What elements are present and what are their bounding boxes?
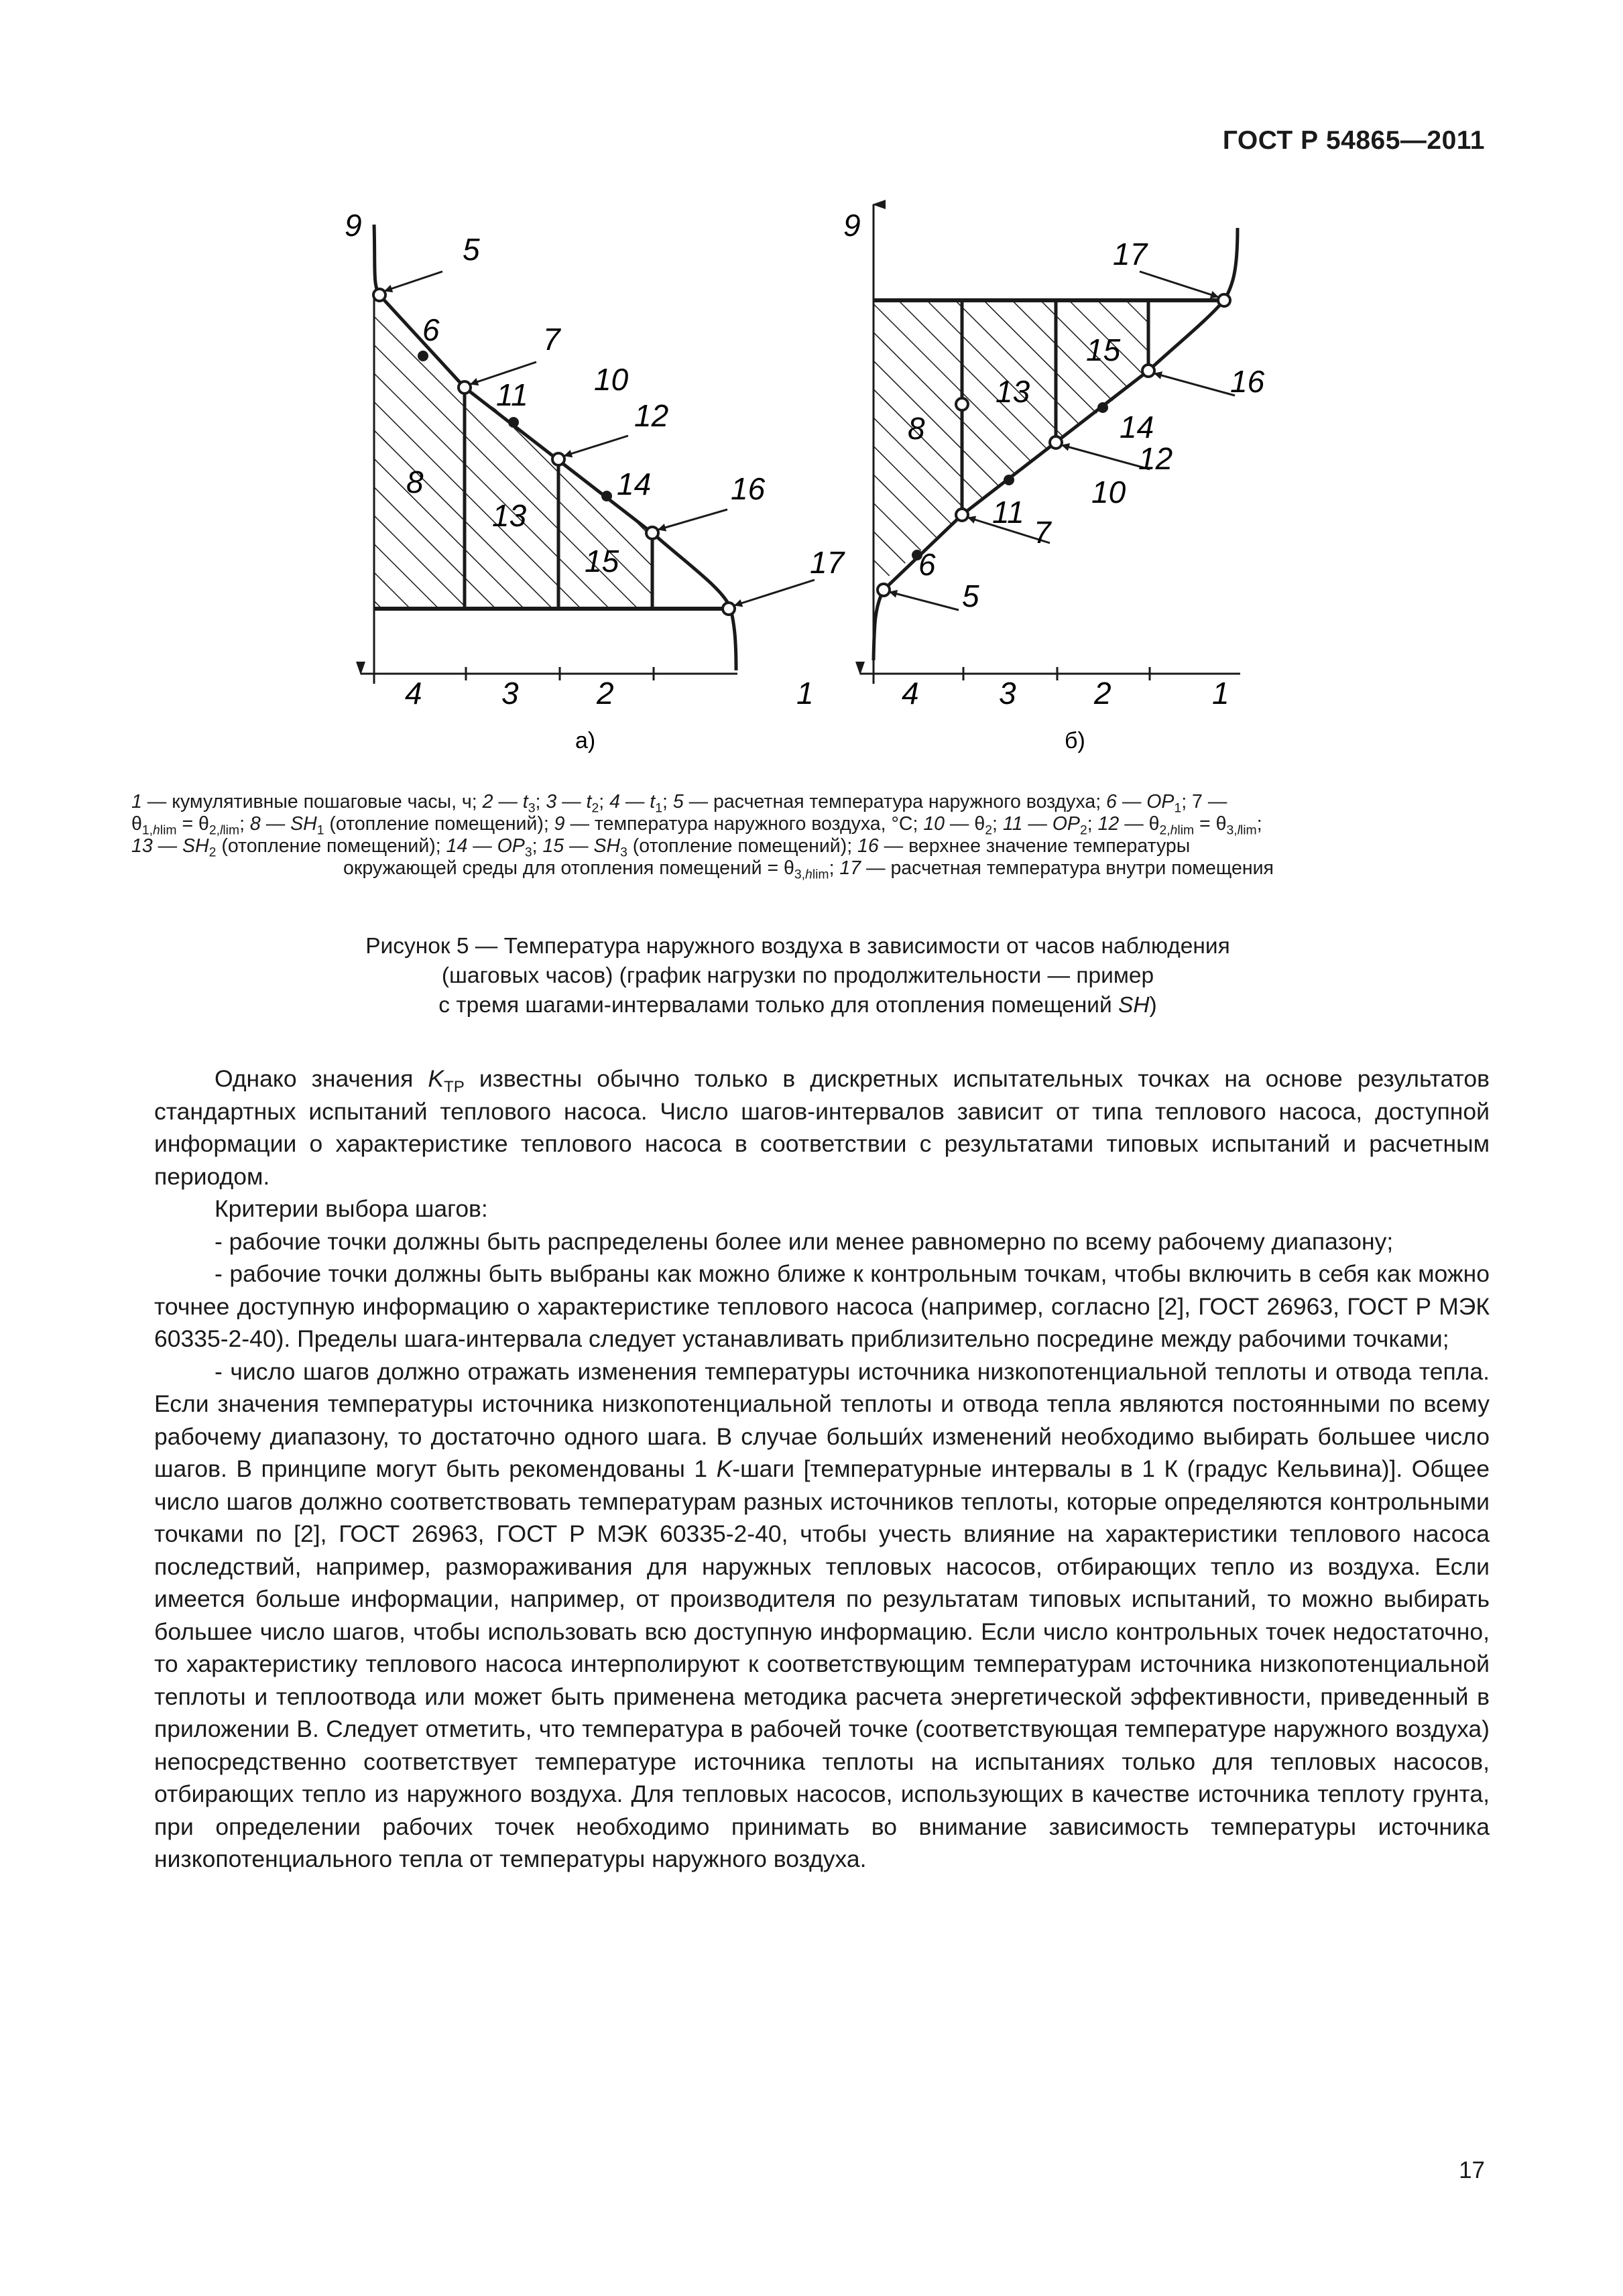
text-run: (отопление помещений); bbox=[627, 835, 858, 857]
text-run: ; bbox=[239, 813, 250, 835]
caption-text: с тремя шагами-интервалами только для отопления помещений bbox=[438, 993, 1118, 1018]
text-run: 5 bbox=[672, 791, 684, 812]
panel-a-region-8 bbox=[374, 295, 465, 609]
text-run: SH bbox=[593, 835, 621, 857]
figure-5 bbox=[0, 0, 1623, 791]
panel-b-callout: 13 bbox=[996, 374, 1030, 409]
text-run: 12 bbox=[1097, 813, 1120, 835]
subscript-text: 1, bbox=[141, 823, 154, 838]
subscript-text: 3 bbox=[524, 845, 532, 860]
text-run: — bbox=[260, 813, 291, 835]
text-run: — bbox=[152, 835, 183, 857]
text-run: K bbox=[716, 1455, 733, 1482]
panel-a-callout: 11 bbox=[496, 377, 528, 412]
text-run: 9 bbox=[554, 813, 565, 835]
paragraph: - рабочие точки должны быть распределены более или менее равномерно по всему рабочему диапазону; bbox=[215, 1227, 1394, 1255]
legend-line bbox=[131, 835, 1486, 860]
text-run: SH bbox=[182, 835, 209, 857]
text-run: — расчетная температура внутри помещения bbox=[861, 857, 1274, 879]
panel-a-x-tick-label: 4 bbox=[405, 676, 422, 711]
panel-a-y-label: 9 bbox=[345, 208, 362, 243]
text-run: — bbox=[564, 835, 594, 857]
text-run: — θ bbox=[945, 813, 985, 835]
subscript-text: l bbox=[220, 823, 223, 838]
panel-b-callout: 7 bbox=[1034, 515, 1051, 550]
text-run: ; bbox=[599, 791, 610, 812]
text-run: SH bbox=[290, 813, 317, 835]
panel-b bbox=[843, 204, 1265, 753]
subscript-text: lim bbox=[812, 867, 829, 882]
text-run: t bbox=[586, 791, 592, 812]
subscript-text: 3 bbox=[528, 800, 536, 816]
subscript-text: lim bbox=[223, 823, 240, 838]
text-run: ; bbox=[1256, 813, 1262, 835]
panel-b-callout: 16 bbox=[1230, 364, 1265, 399]
text-run: 13 bbox=[131, 835, 153, 857]
panel-b-sublabel: б) bbox=[1065, 728, 1085, 753]
text-run: 17 bbox=[839, 857, 861, 879]
text-run: — θ bbox=[1119, 813, 1160, 835]
subscript-text: h bbox=[1170, 823, 1178, 838]
text-run: окружающей среды для отопления помещений = θ bbox=[343, 857, 794, 879]
subscript-text: 1 bbox=[655, 800, 662, 816]
text-run: (отопление помещений); bbox=[216, 835, 446, 857]
panel-a-callout: 14 bbox=[617, 467, 652, 501]
subscript-text: 1 bbox=[316, 823, 324, 838]
subscript-text: 3, bbox=[1226, 823, 1238, 838]
subscript-text: h bbox=[805, 867, 813, 882]
panel-a bbox=[345, 208, 845, 753]
paragraph bbox=[154, 1355, 1490, 1876]
text-run: — bbox=[493, 791, 523, 812]
panel-a-callout: 7 bbox=[543, 322, 560, 357]
panel-a-callout: 16 bbox=[731, 471, 766, 506]
panel-a-callout: 6 bbox=[422, 312, 440, 347]
text-run: 15 bbox=[542, 835, 564, 857]
text-run: (отопление помещений); bbox=[324, 813, 554, 835]
text-run: ; bbox=[829, 857, 840, 879]
subscript-text: 2, bbox=[208, 823, 221, 838]
subscript-text: 2 bbox=[985, 823, 992, 838]
text-run: ; bbox=[662, 791, 673, 812]
text-run: — верхнее значение температуры bbox=[878, 835, 1191, 857]
figure-caption bbox=[201, 932, 1394, 1020]
text-run: ; bbox=[535, 791, 546, 812]
panel-a-callout: 8 bbox=[406, 465, 424, 499]
panel-a-callout: 13 bbox=[492, 498, 527, 533]
subscript-text: 2 bbox=[1079, 823, 1087, 838]
panel-b-callout: 5 bbox=[962, 579, 979, 613]
text-run: = θ bbox=[176, 813, 209, 835]
text-run: OP bbox=[1146, 791, 1175, 812]
text-run: ; bbox=[1087, 813, 1098, 835]
panel-a-callout: 10 bbox=[594, 362, 629, 397]
text-run: 6 bbox=[1106, 791, 1117, 812]
subscript-text: 3, bbox=[794, 867, 806, 882]
panel-b-callout: 17 bbox=[1113, 237, 1148, 271]
text-run: K bbox=[428, 1065, 444, 1092]
subscript-text: 1 bbox=[1174, 800, 1182, 816]
figure-legend bbox=[131, 791, 1486, 880]
panel-b-x-tick-label: 3 bbox=[999, 676, 1016, 711]
panel-b-callout: 8 bbox=[908, 411, 925, 446]
text-run: t bbox=[650, 791, 656, 812]
panel-a-x-tick-label: 3 bbox=[501, 676, 519, 711]
paragraph bbox=[154, 1063, 1490, 1193]
legend-line bbox=[131, 813, 1486, 838]
text-run: ; bbox=[991, 813, 1003, 835]
panel-a-callout: 5 bbox=[463, 232, 480, 267]
text-run: ; 7 — bbox=[1181, 791, 1227, 812]
text-run: — bbox=[1116, 791, 1147, 812]
subscript-text: 3 bbox=[620, 845, 627, 860]
text-run: 2 bbox=[482, 791, 493, 812]
legend-line bbox=[131, 857, 1486, 880]
caption-line: Рисунок 5 — Температура наружного воздуха в зависимости от часов наблюдения bbox=[365, 934, 1230, 959]
text-run: 14 bbox=[446, 835, 468, 857]
body-text bbox=[154, 1063, 1490, 1876]
panel-b-x-tick-label: 1 bbox=[1212, 676, 1229, 711]
text-run: ; bbox=[532, 835, 543, 857]
caption-line: (шаговых часов) (график нагрузки по продолжительности — пример bbox=[441, 963, 1154, 988]
text-run: — кумулятивные пошаговые часы, ч; bbox=[141, 791, 483, 812]
panel-b-callout: 14 bbox=[1120, 410, 1154, 444]
text-run: — bbox=[467, 835, 497, 857]
panel-a-callout: 17 bbox=[810, 545, 845, 580]
caption-text: ) bbox=[1149, 993, 1157, 1018]
subscript-text: lim bbox=[160, 823, 177, 838]
legend-line bbox=[131, 791, 1486, 816]
document-standard-number: ГОСТ Р 54865—2011 bbox=[1222, 126, 1485, 155]
text-run: 11 bbox=[1002, 813, 1023, 835]
panel-a-sublabel: а) bbox=[575, 728, 596, 753]
text-run: 8 bbox=[249, 813, 261, 835]
panel-b-callout: 11 bbox=[992, 495, 1024, 530]
subscript-text: 2, bbox=[1159, 823, 1170, 838]
panel-b-callout: 12 bbox=[1138, 441, 1173, 476]
text-run: — bbox=[1022, 813, 1053, 835]
page-number: 17 bbox=[1459, 2157, 1485, 2183]
paragraph: Критерии выбора шагов: bbox=[215, 1195, 488, 1222]
panel-b-callout: 15 bbox=[1086, 333, 1121, 367]
text-run: 1 bbox=[131, 791, 142, 812]
text-run: 16 bbox=[857, 835, 879, 857]
panel-a-x-tick-label: 1 bbox=[796, 676, 814, 711]
text-run: θ bbox=[131, 813, 142, 835]
text-run: = θ bbox=[1194, 813, 1227, 835]
text-run: 10 bbox=[923, 813, 945, 835]
subscript-text: 2 bbox=[591, 800, 599, 816]
caption-line bbox=[201, 991, 1394, 1020]
subscript-text: 2 bbox=[208, 845, 217, 860]
caption-text-italic: SH bbox=[1118, 993, 1150, 1018]
text-run: - число шагов должно отражать изменения температуры источника низкопотенциальной теплоты и отвода тепла. Если значения температуры источника низкопотенциальной теплоты и отвода тепла являются постоянными по всему рабочему диапазону, то достаточно одного шага. В случае больши́х изменений необходимо выбирать большее число шагов. В принципе могут быть рекомендованы 1 bbox=[154, 1357, 1490, 1482]
text-run: 4 bbox=[609, 791, 620, 812]
text-run: — расчетная температура наружного воздуха; bbox=[683, 791, 1107, 812]
text-run: Однако значения bbox=[215, 1065, 428, 1092]
panel-a-x-tick-label: 2 bbox=[597, 676, 614, 711]
text-run: -шаги [температурные интервалы в 1 К (градус Кельвина)]. Общее число шагов должно соответствовать температурам разных источников теплоты, которые определяются контрольными точками по [2], ГОСТ 26963, ГОСТ Р МЭК 60335-2-40, чтобы учесть влияние на характеристики теплового насоса последствий, например, размораживания для наружных тепловых насосов, отбирающих тепло из воздуха. Если имеется больше информации, например, от производителя по результатам типовых испытаний, то можно выбирать большее число шагов, чтобы использовать всю доступную информацию. Если число контрольных точек недостаточно, то характеристику теплового насоса интерполируют к соответствующим температурам источника низкопотенциальной теплоты и теплоотвода или может быть применена методика расчета энергетической эффективности, приведенный в приложении В. Следует отметить, что температура в рабочей точке (соответствующая температуре наружного воздуха) непосредственно соответствует температуре источника теплоты на испытаниях только для тепловых насосов, отбирающих тепло из наружного воздуха. Для тепловых насосов, использующих в качестве источника теплоту грунта, при определении рабочих точек необходимо принимать во внимание зависимость температуры источника низкопотенциального тепла от температуры наружного воздуха. bbox=[154, 1455, 1490, 1872]
subscript-text: lim bbox=[1240, 823, 1257, 838]
text-run: OP bbox=[1052, 813, 1080, 835]
text-run: t bbox=[522, 791, 528, 812]
panel-b-callout: 10 bbox=[1091, 475, 1126, 509]
subscript-text: l bbox=[1237, 823, 1240, 838]
panel-a-callout: 15 bbox=[585, 544, 619, 579]
panel-b-y-label: 9 bbox=[843, 208, 861, 243]
text-run: OP bbox=[497, 835, 525, 857]
panel-b-x-tick-label: 2 bbox=[1094, 676, 1111, 711]
panel-a-callout: 12 bbox=[634, 398, 669, 433]
subscript-text: lim bbox=[1177, 823, 1195, 838]
text-run: — bbox=[556, 791, 587, 812]
paragraph: - рабочие точки должны быть выбраны как можно ближе к контрольным точкам, чтобы включить в себя как можно точнее доступную информацию о характеристике теплового насоса (например, согласно [2], ГОСТ 26963, ГОСТ Р МЭК 60335-2-40). Пределы шага-интервала следует устанавливать приблизительно посредине между рабочими точками; bbox=[154, 1260, 1490, 1352]
subscript-text: ТР bbox=[444, 1078, 465, 1097]
text-run: — bbox=[619, 791, 650, 812]
text-run: 3 bbox=[546, 791, 557, 812]
panel-b-x-tick-label: 4 bbox=[902, 676, 919, 711]
subscript-text: h bbox=[153, 823, 160, 838]
panel-b-callout: 6 bbox=[918, 547, 936, 582]
text-run: — температура наружного воздуха, °С; bbox=[564, 813, 924, 835]
text-run: известны обычно только в дискретных испытательных точках на основе результатов стандартных испытаний теплового насоса. Число шагов-интервалов зависит от типа теплового насоса, доступной информации о характеристике теплового насоса в соответствии с результатами типовых испытаний и расчетным периодом. bbox=[154, 1065, 1490, 1190]
